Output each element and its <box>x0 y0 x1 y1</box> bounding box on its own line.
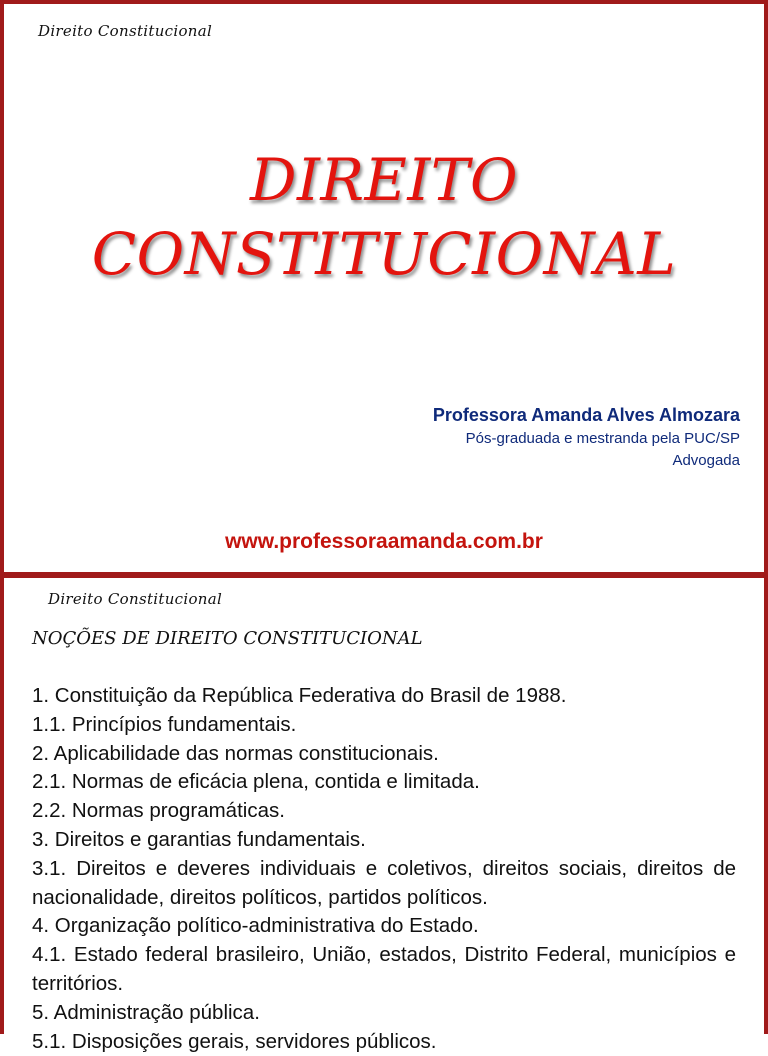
website-link[interactable]: www.professoraamanda.com.br <box>225 530 543 553</box>
list-item: 4.1. Estado federal brasileiro, União, estados, Distrito Federal, municípios e territórios. <box>32 943 736 995</box>
list-item: 2.2. Normas programáticas. <box>32 799 285 823</box>
list-item: 1.1. Princípios fundamentais. <box>32 712 297 736</box>
section-heading: NOÇÕES DE DIREITO CONSTITUCIONAL <box>32 628 423 649</box>
list-item: 3.1. Direitos e deveres individuais e coletivos, direitos sociais, direitos de nacionalidade, direitos políticos, partidos políticos. <box>32 856 736 909</box>
topic-list <box>32 682 736 1056</box>
list-item: 3. Direitos e garantias fundamentais. <box>32 827 366 851</box>
slide-header: Direito Constitucional <box>48 590 223 608</box>
list-item: 4. Organização político-administrativa do Estado. <box>32 914 479 938</box>
author-block <box>433 402 740 472</box>
list-item: 2. Aplicabilidade das normas constitucionais. <box>32 741 439 765</box>
list-item: 1. Constituição da República Federativa do Brasil de 1988. <box>32 684 567 707</box>
list-item: 5. Administração pública. <box>32 1000 260 1024</box>
author-name: Professora Amanda Alves Almozara <box>432 405 740 425</box>
main-title-line-1: DIREITO <box>249 146 519 214</box>
author-credential: Pós-graduada e mestranda pela PUC/SP <box>465 430 740 447</box>
slide-header: Direito Constitucional <box>38 22 213 40</box>
content-slide <box>0 574 768 1053</box>
list-item: 5.1. Disposições gerais, servidores públicos. <box>32 1029 437 1053</box>
list-item: 2.1. Normas de eficácia plena, contida e limitada. <box>32 770 480 794</box>
author-role: Advogada <box>672 452 740 469</box>
main-title-line-2: CONSTITUCIONAL <box>91 220 677 288</box>
